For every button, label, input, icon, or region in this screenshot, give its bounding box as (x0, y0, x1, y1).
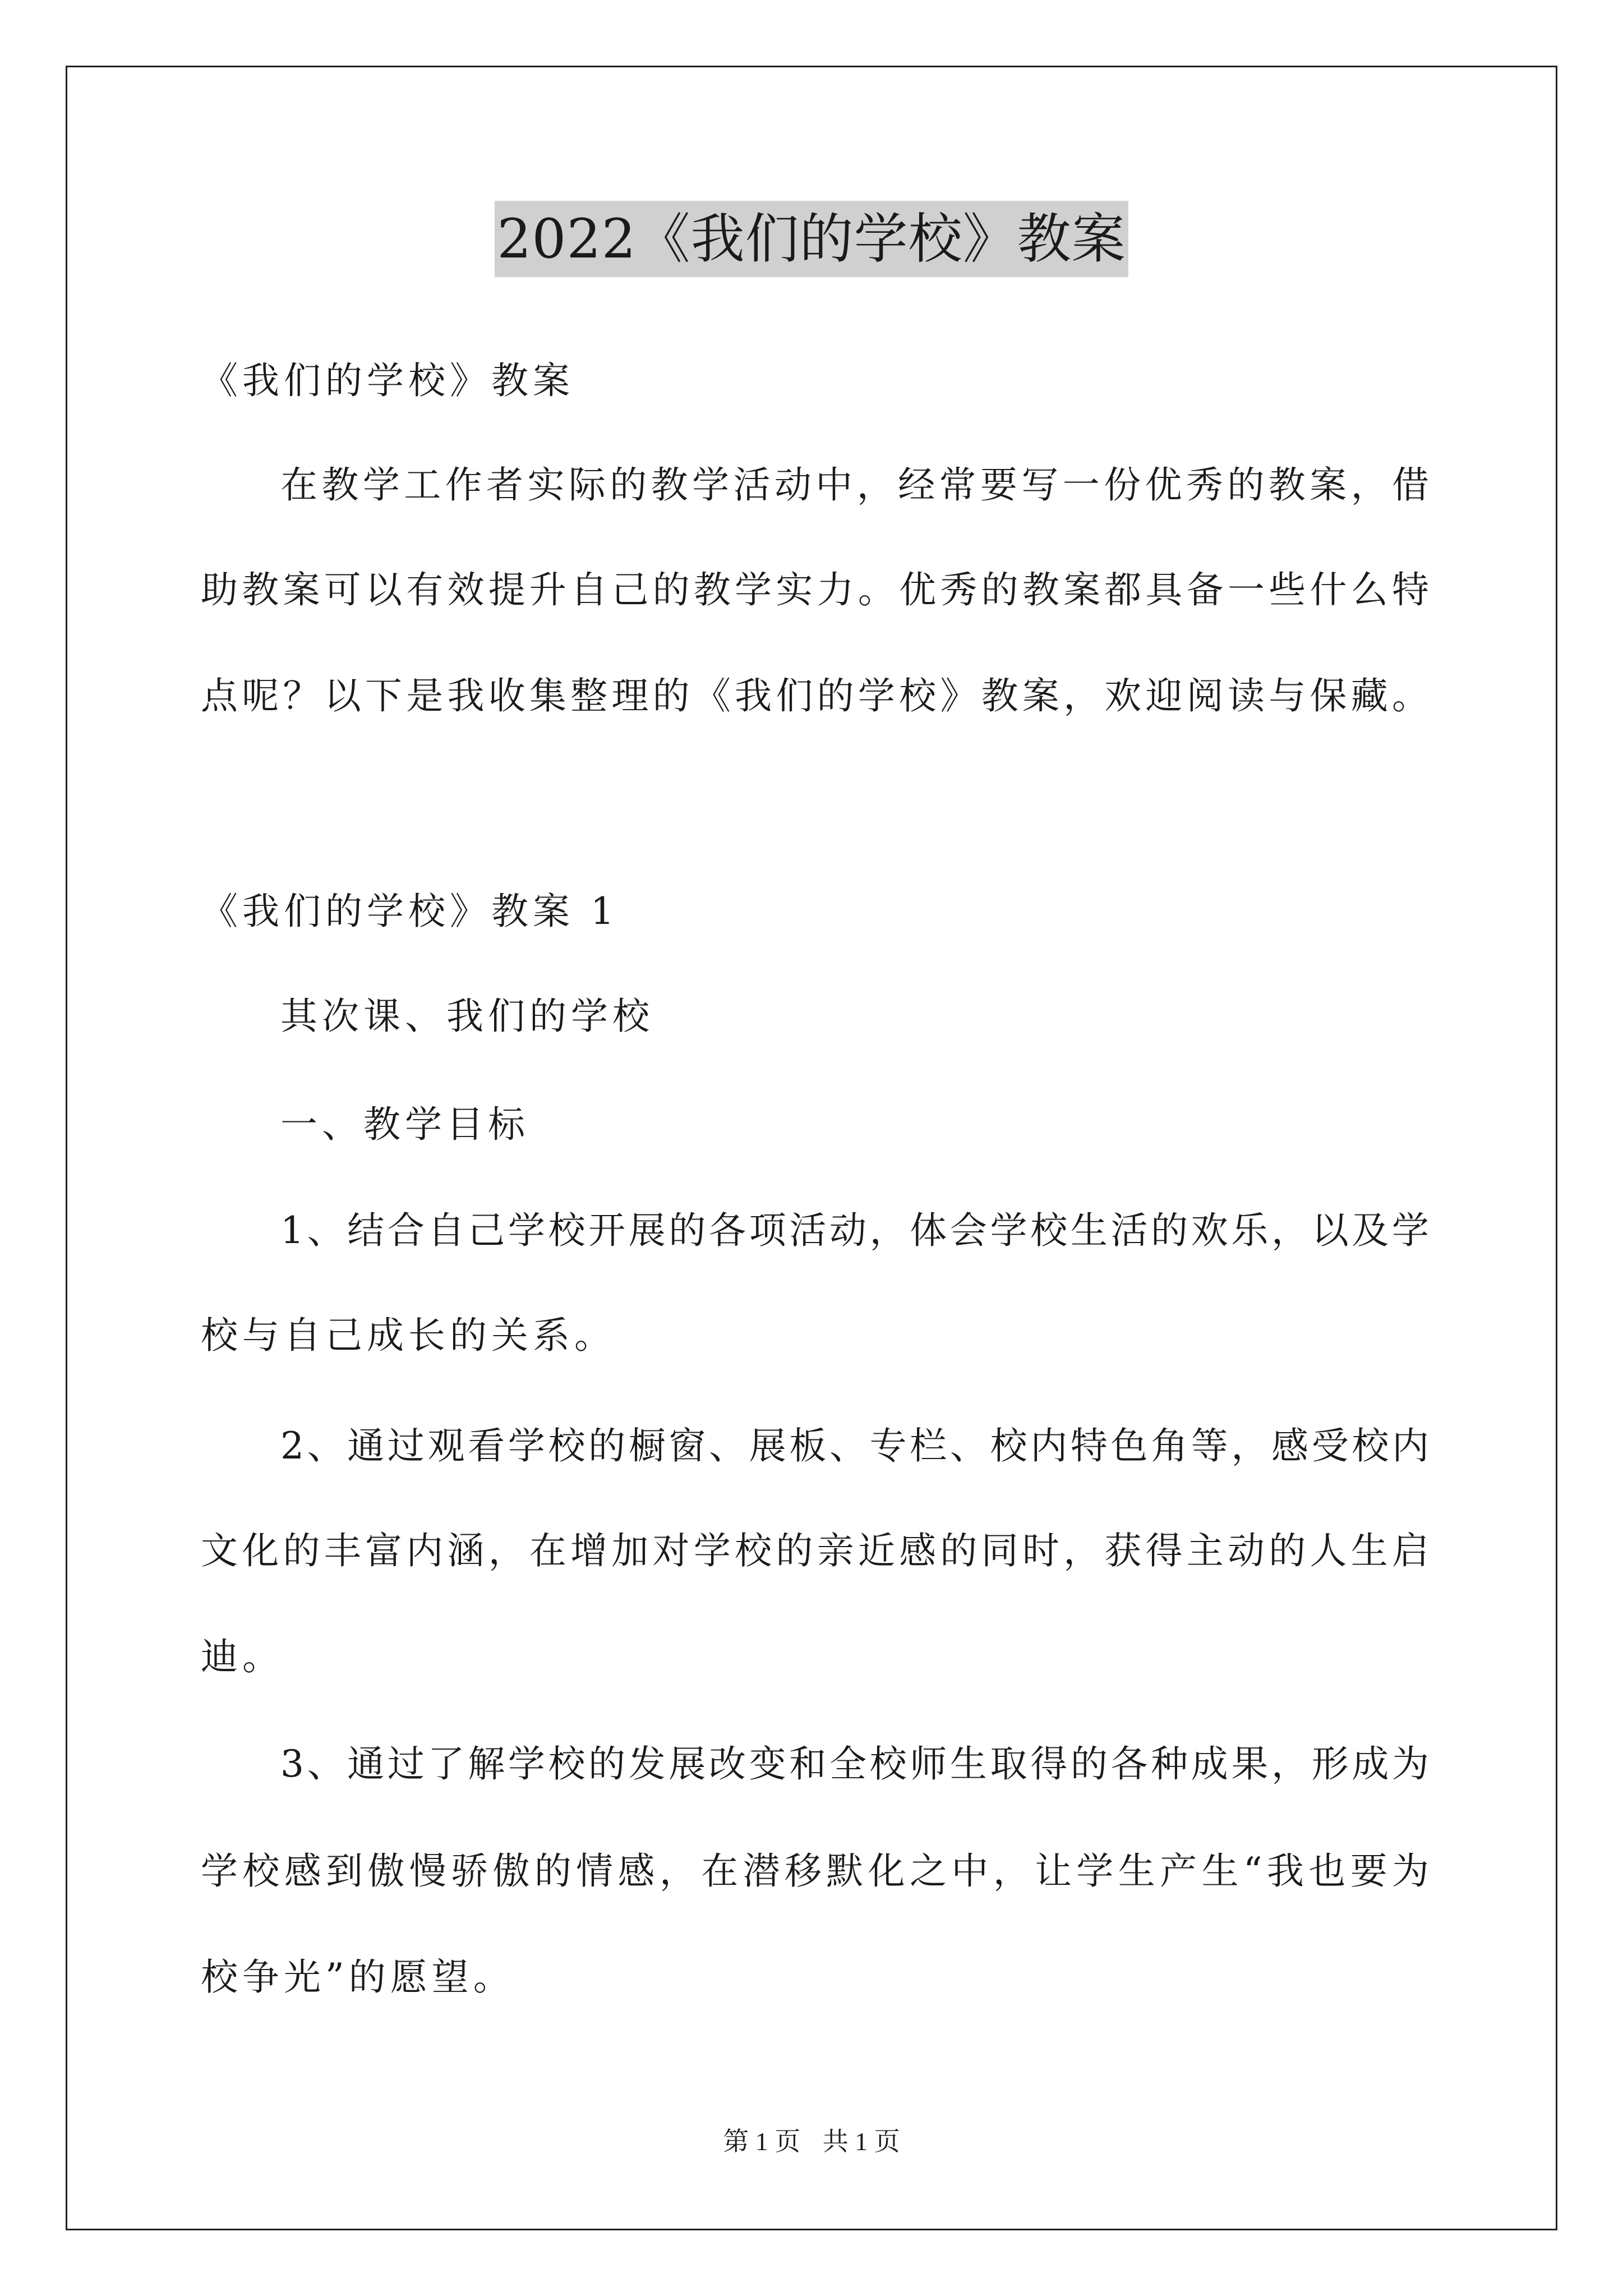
goal-1-line-2: 校与自己成长的关系。 (201, 1314, 616, 1357)
document-subtitle: 《我们的学校》教案 (201, 359, 574, 402)
page-number-total: 共 1 页 (822, 2127, 900, 2156)
title-block (0, 201, 1623, 277)
intro-line-3: 点呢？以下是我收集整理的《我们的学校》教案，欢迎阅读与保藏。 (201, 674, 1429, 717)
goals-heading: 一、教学目标 (280, 1103, 529, 1146)
lesson-title: 其次课、我们的学校 (280, 995, 654, 1038)
page-footer (0, 2125, 1623, 2159)
section-heading: 《我们的学校》教案 1 (201, 890, 619, 933)
intro-line-2: 助教案可以有效提升自己的教学实力。优秀的教案都具备一些什么特 (201, 568, 1429, 611)
goal-2-line-1: 2、通过观看学校的橱窗、展板、专栏、校内特色角等，感受校内 (280, 1424, 1429, 1467)
goal-2-line-3: 迪。 (201, 1635, 284, 1678)
goal-3-line-3: 校争光”的愿望。 (201, 1955, 515, 1999)
goal-3-line-1: 3、通过了解学校的发展改变和全校师生取得的各种成果，形成为 (280, 1742, 1429, 1786)
goal-3-line-2: 学校感到傲慢骄傲的情感，在潜移默化之中，让学生产生“我也要为 (201, 1849, 1429, 1893)
goal-1-line-1: 1、结合自己学校开展的各项活动，体会学校生活的欢乐，以及学 (280, 1209, 1429, 1252)
goal-2-line-2: 文化的丰富内涵，在增加对学校的亲近感的同时，获得主动的人生启 (201, 1529, 1429, 1572)
page-number-current: 第 1 页 (723, 2127, 801, 2156)
intro-line-1: 在教学工作者实际的教学活动中，经常要写一份优秀的教案，借 (280, 463, 1429, 507)
document-title: 2022《我们的学校》教案 (495, 201, 1128, 277)
